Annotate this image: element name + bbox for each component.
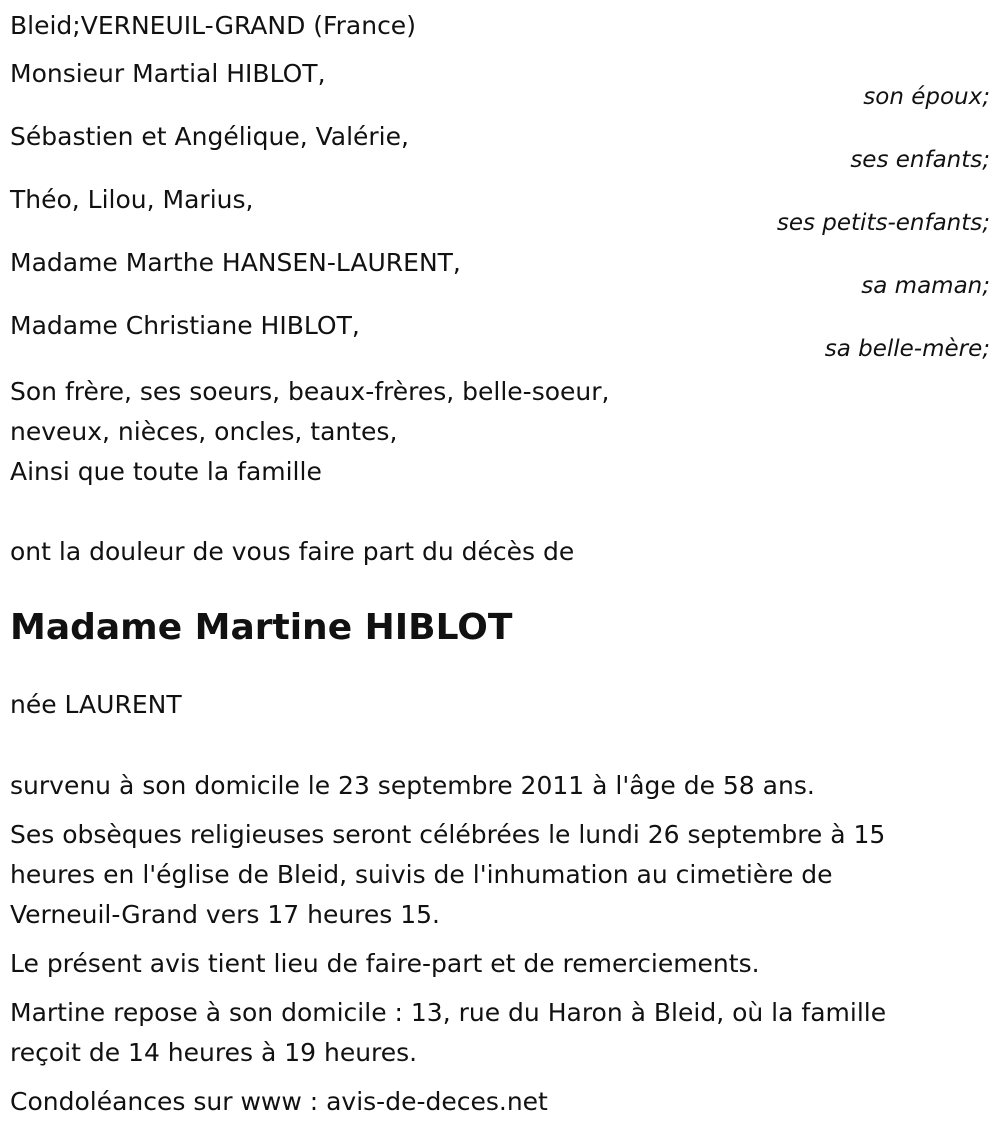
family-role: sa maman;	[861, 273, 990, 299]
family-role: son époux;	[863, 84, 990, 110]
visitation-line: Martine repose à son domicile : 13, rue du Haron à Bleid, où la famille	[10, 998, 887, 1027]
family-entry-spouse	[10, 54, 990, 117]
spacer	[10, 492, 990, 532]
deceased-name: Madame Martine HIBLOT	[10, 607, 513, 648]
family-name: Théo, Lilou, Marius,	[10, 185, 254, 214]
maiden-name: née LAURENT	[10, 690, 182, 719]
family-role: sa belle-mère;	[824, 336, 990, 362]
family-name: Sébastien et Angélique, Valérie,	[10, 122, 409, 151]
family-entry-children	[10, 117, 990, 180]
funeral-info	[10, 815, 990, 935]
extended-family-line: neveux, nièces, oncles, tantes,	[10, 417, 398, 446]
family-entry-grandchildren	[10, 180, 990, 243]
extended-family-line: Ainsi que toute la famille	[10, 457, 322, 486]
death-info: survenu à son domicile le 23 septembre 2011 à l'âge de 58 ans.	[10, 771, 815, 800]
family-name: Monsieur Martial HIBLOT,	[10, 59, 326, 88]
obituary-notice	[10, 8, 990, 1122]
extended-family	[10, 372, 990, 492]
location-line: Bleid;VERNEUIL-GRAND (France)	[10, 11, 416, 40]
funeral-line: heures en l'église de Bleid, suivis de l'inhumation au cimetière de	[10, 860, 833, 889]
family-name: Madame Christiane HIBLOT,	[10, 311, 360, 340]
extended-family-line: Son frère, ses soeurs, beaux-frères, belle-soeur,	[10, 377, 610, 406]
funeral-line: Ses obsèques religieuses seront célébrées le lundi 26 septembre à 15	[10, 820, 886, 849]
funeral-line: Verneuil-Grand vers 17 heures 15.	[10, 900, 441, 929]
condolences-text: Condoléances sur www : avis-de-deces.net	[10, 1087, 548, 1116]
visitation-line: reçoit de 14 heures à 19 heures.	[10, 1038, 418, 1067]
family-entry-mother-in-law	[10, 306, 990, 369]
visitation-info	[10, 993, 990, 1073]
family-entry-mother	[10, 243, 990, 306]
notice-text: Le présent avis tient lieu de faire-part et de remerciements.	[10, 949, 760, 978]
family-name: Madame Marthe HANSEN-LAURENT,	[10, 248, 461, 277]
family-role: ses enfants;	[850, 147, 990, 173]
family-role: ses petits-enfants;	[776, 210, 990, 236]
announcement: ont la douleur de vous faire part du décès de	[10, 537, 575, 566]
